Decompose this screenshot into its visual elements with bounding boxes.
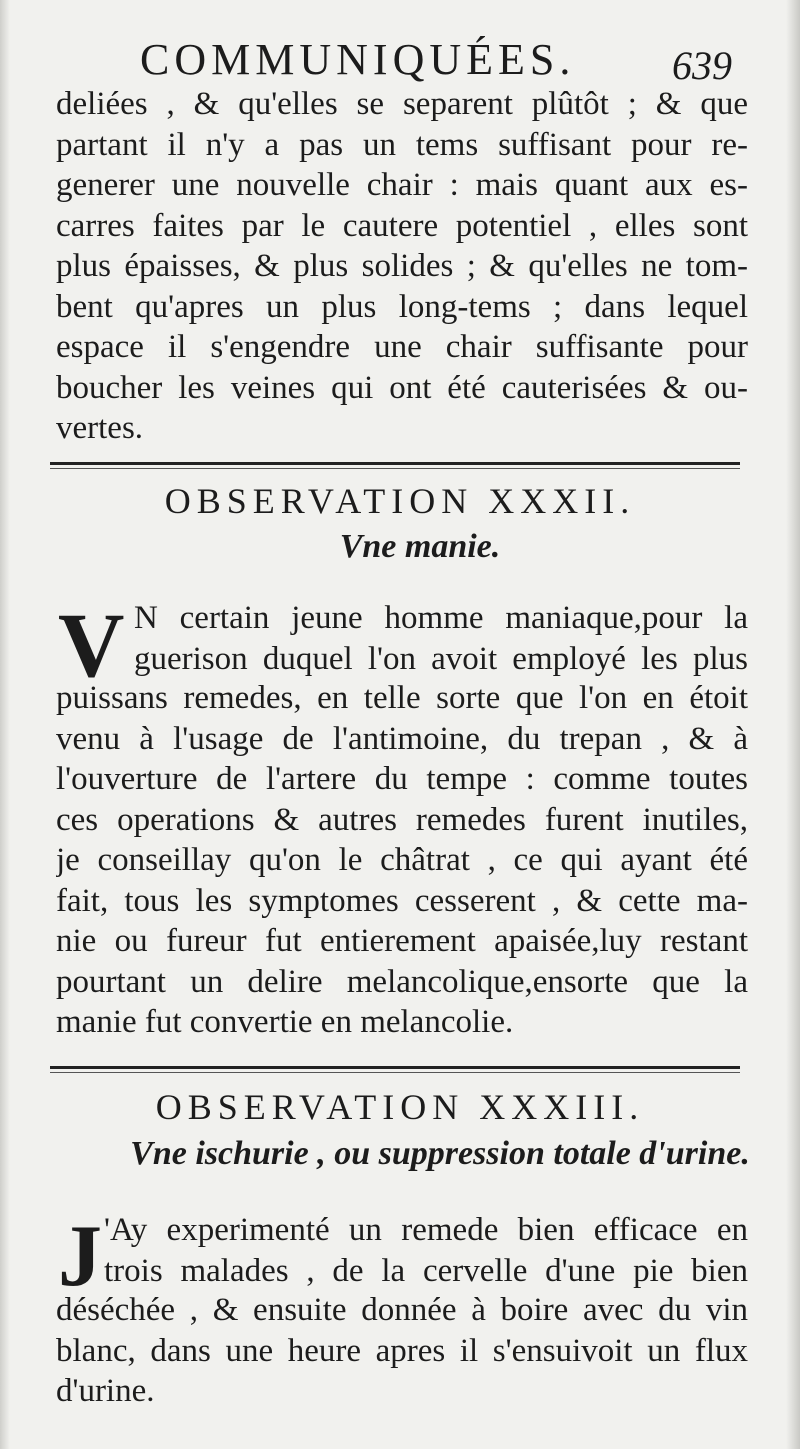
paragraph-continuation (56, 84, 748, 449)
section-divider (50, 462, 740, 465)
text-line: guerison duquel l'on avoit employé les plus (134, 640, 748, 677)
text-line: carres faites par le cautere potentiel , elles sont (56, 207, 748, 244)
text-line: pourtant un delire melancolique,ensorte que la (56, 963, 748, 1000)
page-edge-right (786, 0, 800, 1449)
text-line: bent qu'apres un plus long-tems ; dans lequel (56, 288, 748, 325)
drop-cap: J (58, 1208, 102, 1305)
paragraph-body (56, 678, 748, 1043)
text-line: partant il n'y a pas un tems suffisant pour re- (56, 126, 748, 163)
text-line: plus épaisses, & plus solides ; & qu'elles ne tom- (56, 248, 748, 284)
text-line: venu à l'usage de l'antimoine, du trepan , & à (56, 720, 748, 757)
paragraph-body (56, 1290, 748, 1412)
observation-subtitle: Vne manie. (339, 528, 501, 565)
text-line: trois malades , de la cervelle d'une pie bien (104, 1252, 748, 1289)
text-line: boucher les veines qui ont été cauterisées & ou- (56, 369, 748, 406)
text-line: generer une nouvelle chair : mais quant aux es- (56, 167, 748, 203)
text-line: blanc, dans une heure apres il s'ensuivoit un flux (56, 1332, 748, 1369)
text-line: d'urine. (56, 1373, 155, 1409)
observation-heading: OBSERVATION XXXIII. (155, 1087, 645, 1127)
text-line: nie ou fureur fut entierement apaisée,luy restant (56, 923, 748, 959)
text-line: 'Ay experimenté un remede bien efficace en (104, 1212, 748, 1248)
text-line: fait, tous les symptomes cesserent , & cette ma- (56, 882, 748, 919)
running-head: COMMUNIQUÉES. (140, 35, 576, 84)
paragraph-opening (134, 598, 748, 679)
observation-heading: OBSERVATION XXXII. (164, 481, 636, 521)
text-line: N certain jeune homme maniaque,pour la (134, 600, 748, 636)
text-line: je conseillay qu'on le châtrat , ce qui ayant été (56, 842, 748, 878)
paragraph-opening (104, 1210, 748, 1291)
text-line: manie fut convertie en melancolie. (56, 1004, 514, 1040)
drop-cap: V (58, 594, 125, 696)
text-line: déséchée , & ensuite donnée à boire avec du vin (56, 1292, 748, 1328)
text-line: l'ouverture de l'artere du tempe : comme toutes (56, 761, 748, 797)
text-line: vertes. (56, 410, 144, 446)
text-line: deliées , & qu'elles se separent plûtôt ; & que (56, 86, 748, 122)
page-edge-left (0, 0, 10, 1449)
observation-subtitle: Vne ischurie , ou suppression totale d'urine. (130, 1135, 750, 1172)
text-line: puissans remedes, en telle sorte que l'on en étoit (56, 680, 748, 716)
text-line: ces operations & autres remedes furent inutiles, (56, 801, 748, 838)
page-number: 639 (672, 43, 732, 88)
section-divider (50, 1066, 740, 1069)
text-line: espace il s'engendre une chair suffisante pour (56, 329, 748, 365)
